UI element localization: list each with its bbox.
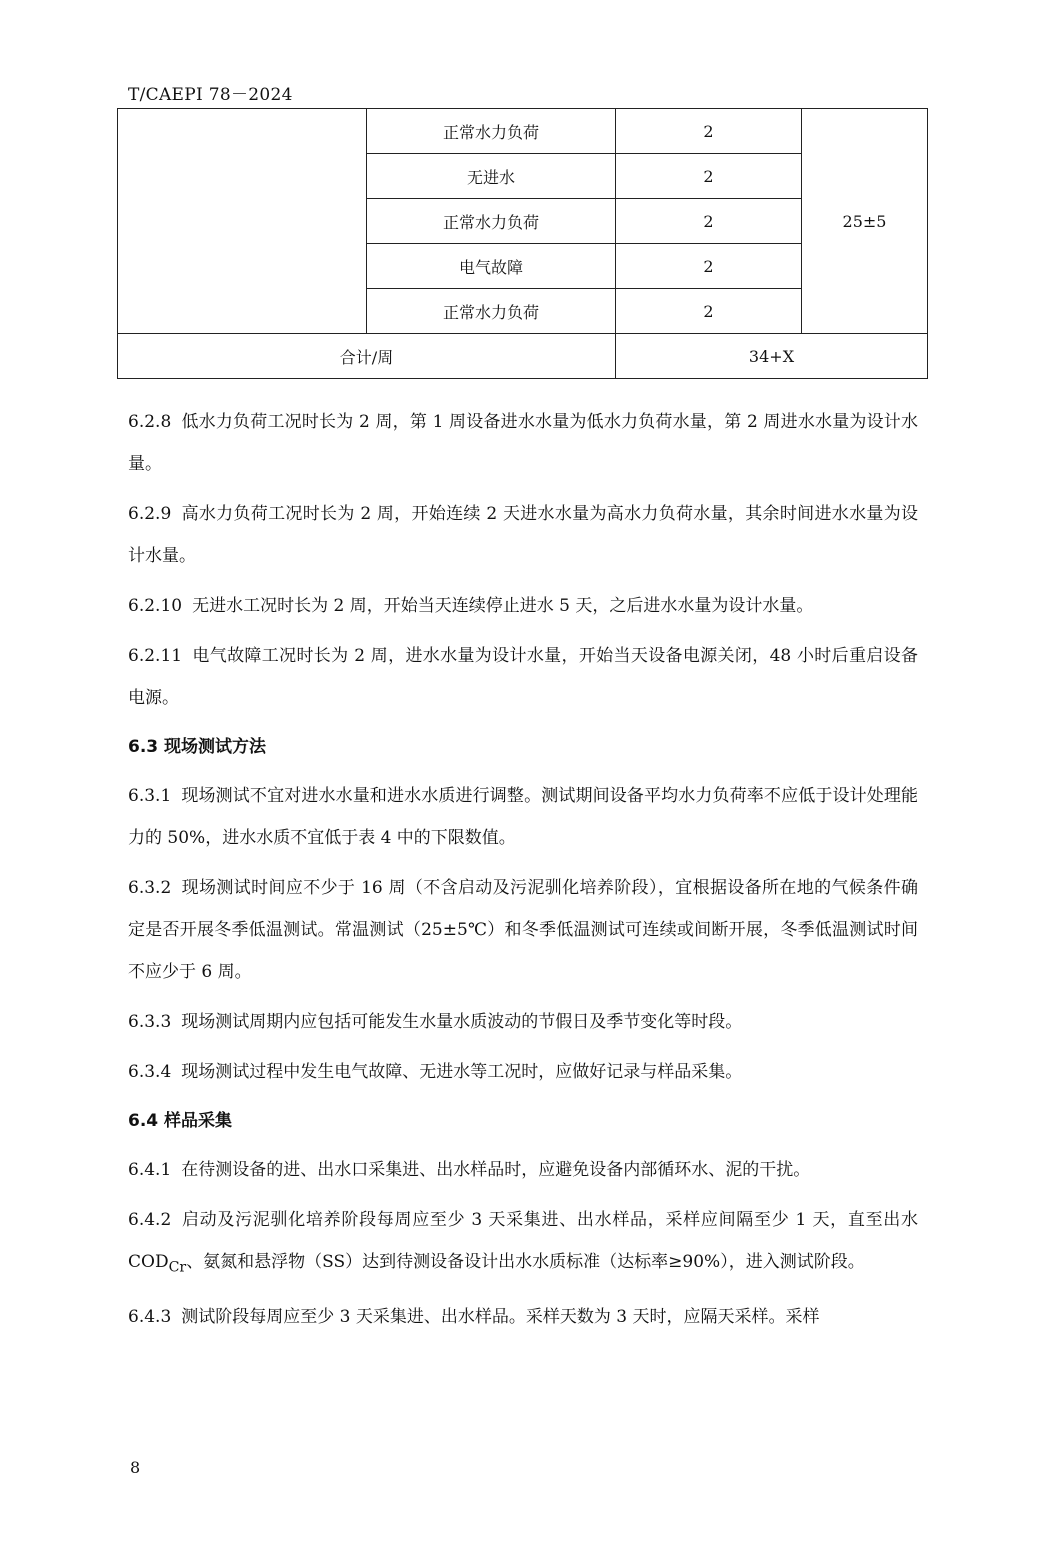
weeks-cell: 2 xyxy=(616,289,802,334)
table-row xyxy=(118,109,928,154)
clause-6-2-11 xyxy=(128,635,918,719)
temperature-cell: 25±5 xyxy=(802,109,928,334)
body-text xyxy=(128,401,918,1346)
condition-cell: 正常水力负荷 xyxy=(367,109,616,154)
section-heading-6-4: 6.4 样品采集 xyxy=(128,1111,233,1131)
clause-text: 低水力负荷工况时长为 2 周，第 1 周设备进水水量为低水力负荷水量，第 2 周进水水量为设计水量。 xyxy=(128,412,918,474)
weeks-cell: 2 xyxy=(616,109,802,154)
total-row xyxy=(118,334,928,379)
clause-text: 现场测试周期内应包括可能发生水量水质波动的节假日及季节变化等时段。 xyxy=(181,1012,743,1032)
clause-text: 启动及污泥驯化培养阶段每周应至少 3 天采集进、出水样品，采样应间隔至少 1 天，直至出水 COD xyxy=(128,1210,918,1272)
condition-cell: 正常水力负荷 xyxy=(367,199,616,244)
clause-text: 现场测试不宜对进水水量和进水水质进行调整。测试期间设备平均水力负荷率不应低于设计处理能力的 50%，进水水质不宜低于表 4 中的下限数值。 xyxy=(128,786,918,848)
clause-text: 电气故障工况时长为 2 周，进水水量为设计水量，开始当天设备电源关闭，48 小时后重启设备电源。 xyxy=(128,646,918,708)
clause-number: 6.4.1 xyxy=(128,1160,172,1180)
test-schedule-table xyxy=(117,108,928,379)
subscript-cr: Cr xyxy=(168,1259,187,1276)
clause-6-2-8 xyxy=(128,401,918,485)
clause-text: 测试阶段每周应至少 3 天采集进、出水样品。采样天数为 3 天时，应隔天采样。采样 xyxy=(181,1307,820,1328)
clause-text: 在待测设备的进、出水口采集进、出水样品时，应避免设备内部循环水、泥的干扰。 xyxy=(181,1160,811,1180)
clause-number: 6.3.4 xyxy=(128,1062,172,1082)
page-number: 8 xyxy=(130,1458,141,1477)
clause-6-3-3 xyxy=(128,1001,918,1043)
clause-number: 6.2.11 xyxy=(128,646,183,666)
clause-text: 现场测试时间应不少于 16 周（不含启动及污泥驯化培养阶段），宜根据设备所在地的气候条件确定是否开展冬季低温测试。常温测试（25±5℃）和冬季低温测试可连续或间断开展，冬季低温测试时间不应少于 6 周。 xyxy=(128,878,918,982)
condition-cell: 正常水力负荷 xyxy=(367,289,616,334)
total-value-cell: 34+X xyxy=(616,334,928,379)
clause-6-4-3 xyxy=(128,1296,918,1338)
weeks-cell: 2 xyxy=(616,154,802,199)
clause-text: 高水力负荷工况时长为 2 周，开始连续 2 天进水水量为高水力负荷水量，其余时间进水水量为设计水量。 xyxy=(128,504,918,566)
clause-number: 6.2.10 xyxy=(128,596,183,616)
clause-6-3-4 xyxy=(128,1051,918,1093)
clause-number: 6.3.3 xyxy=(128,1012,172,1032)
condition-cell: 电气故障 xyxy=(367,244,616,289)
clause-6-2-9 xyxy=(128,493,918,577)
empty-cell xyxy=(118,109,367,334)
clause-6-3-2 xyxy=(128,867,918,993)
document-header: T/CAEPI 78－2024 xyxy=(128,85,293,105)
total-label-cell: 合计/周 xyxy=(118,334,616,379)
clause-number: 6.4.3 xyxy=(128,1307,172,1328)
clause-number: 6.4.2 xyxy=(128,1210,172,1230)
condition-cell: 无进水 xyxy=(367,154,616,199)
clause-number: 6.3.2 xyxy=(128,878,172,898)
clause-6-4-2 xyxy=(128,1199,918,1288)
weeks-cell: 2 xyxy=(616,244,802,289)
clause-text: 现场测试过程中发生电气故障、无进水等工况时，应做好记录与样品采集。 xyxy=(181,1062,743,1082)
section-heading-6-3: 6.3 现场测试方法 xyxy=(128,737,267,757)
clause-text-continued: 、氨氮和悬浮物（SS）达到待测设备设计出水水质标准（达标率≥90%），进入测试阶段。 xyxy=(186,1252,865,1272)
clause-number: 6.2.8 xyxy=(128,412,172,432)
clause-6-3-1 xyxy=(128,775,918,859)
clause-6-4-1 xyxy=(128,1149,918,1191)
clause-number: 6.3.1 xyxy=(128,786,172,806)
clause-6-2-10 xyxy=(128,585,918,627)
clause-text: 无进水工况时长为 2 周，开始当天连续停止进水 5 天，之后进水水量为设计水量。 xyxy=(192,596,814,616)
weeks-cell: 2 xyxy=(616,199,802,244)
clause-number: 6.2.9 xyxy=(128,504,172,524)
